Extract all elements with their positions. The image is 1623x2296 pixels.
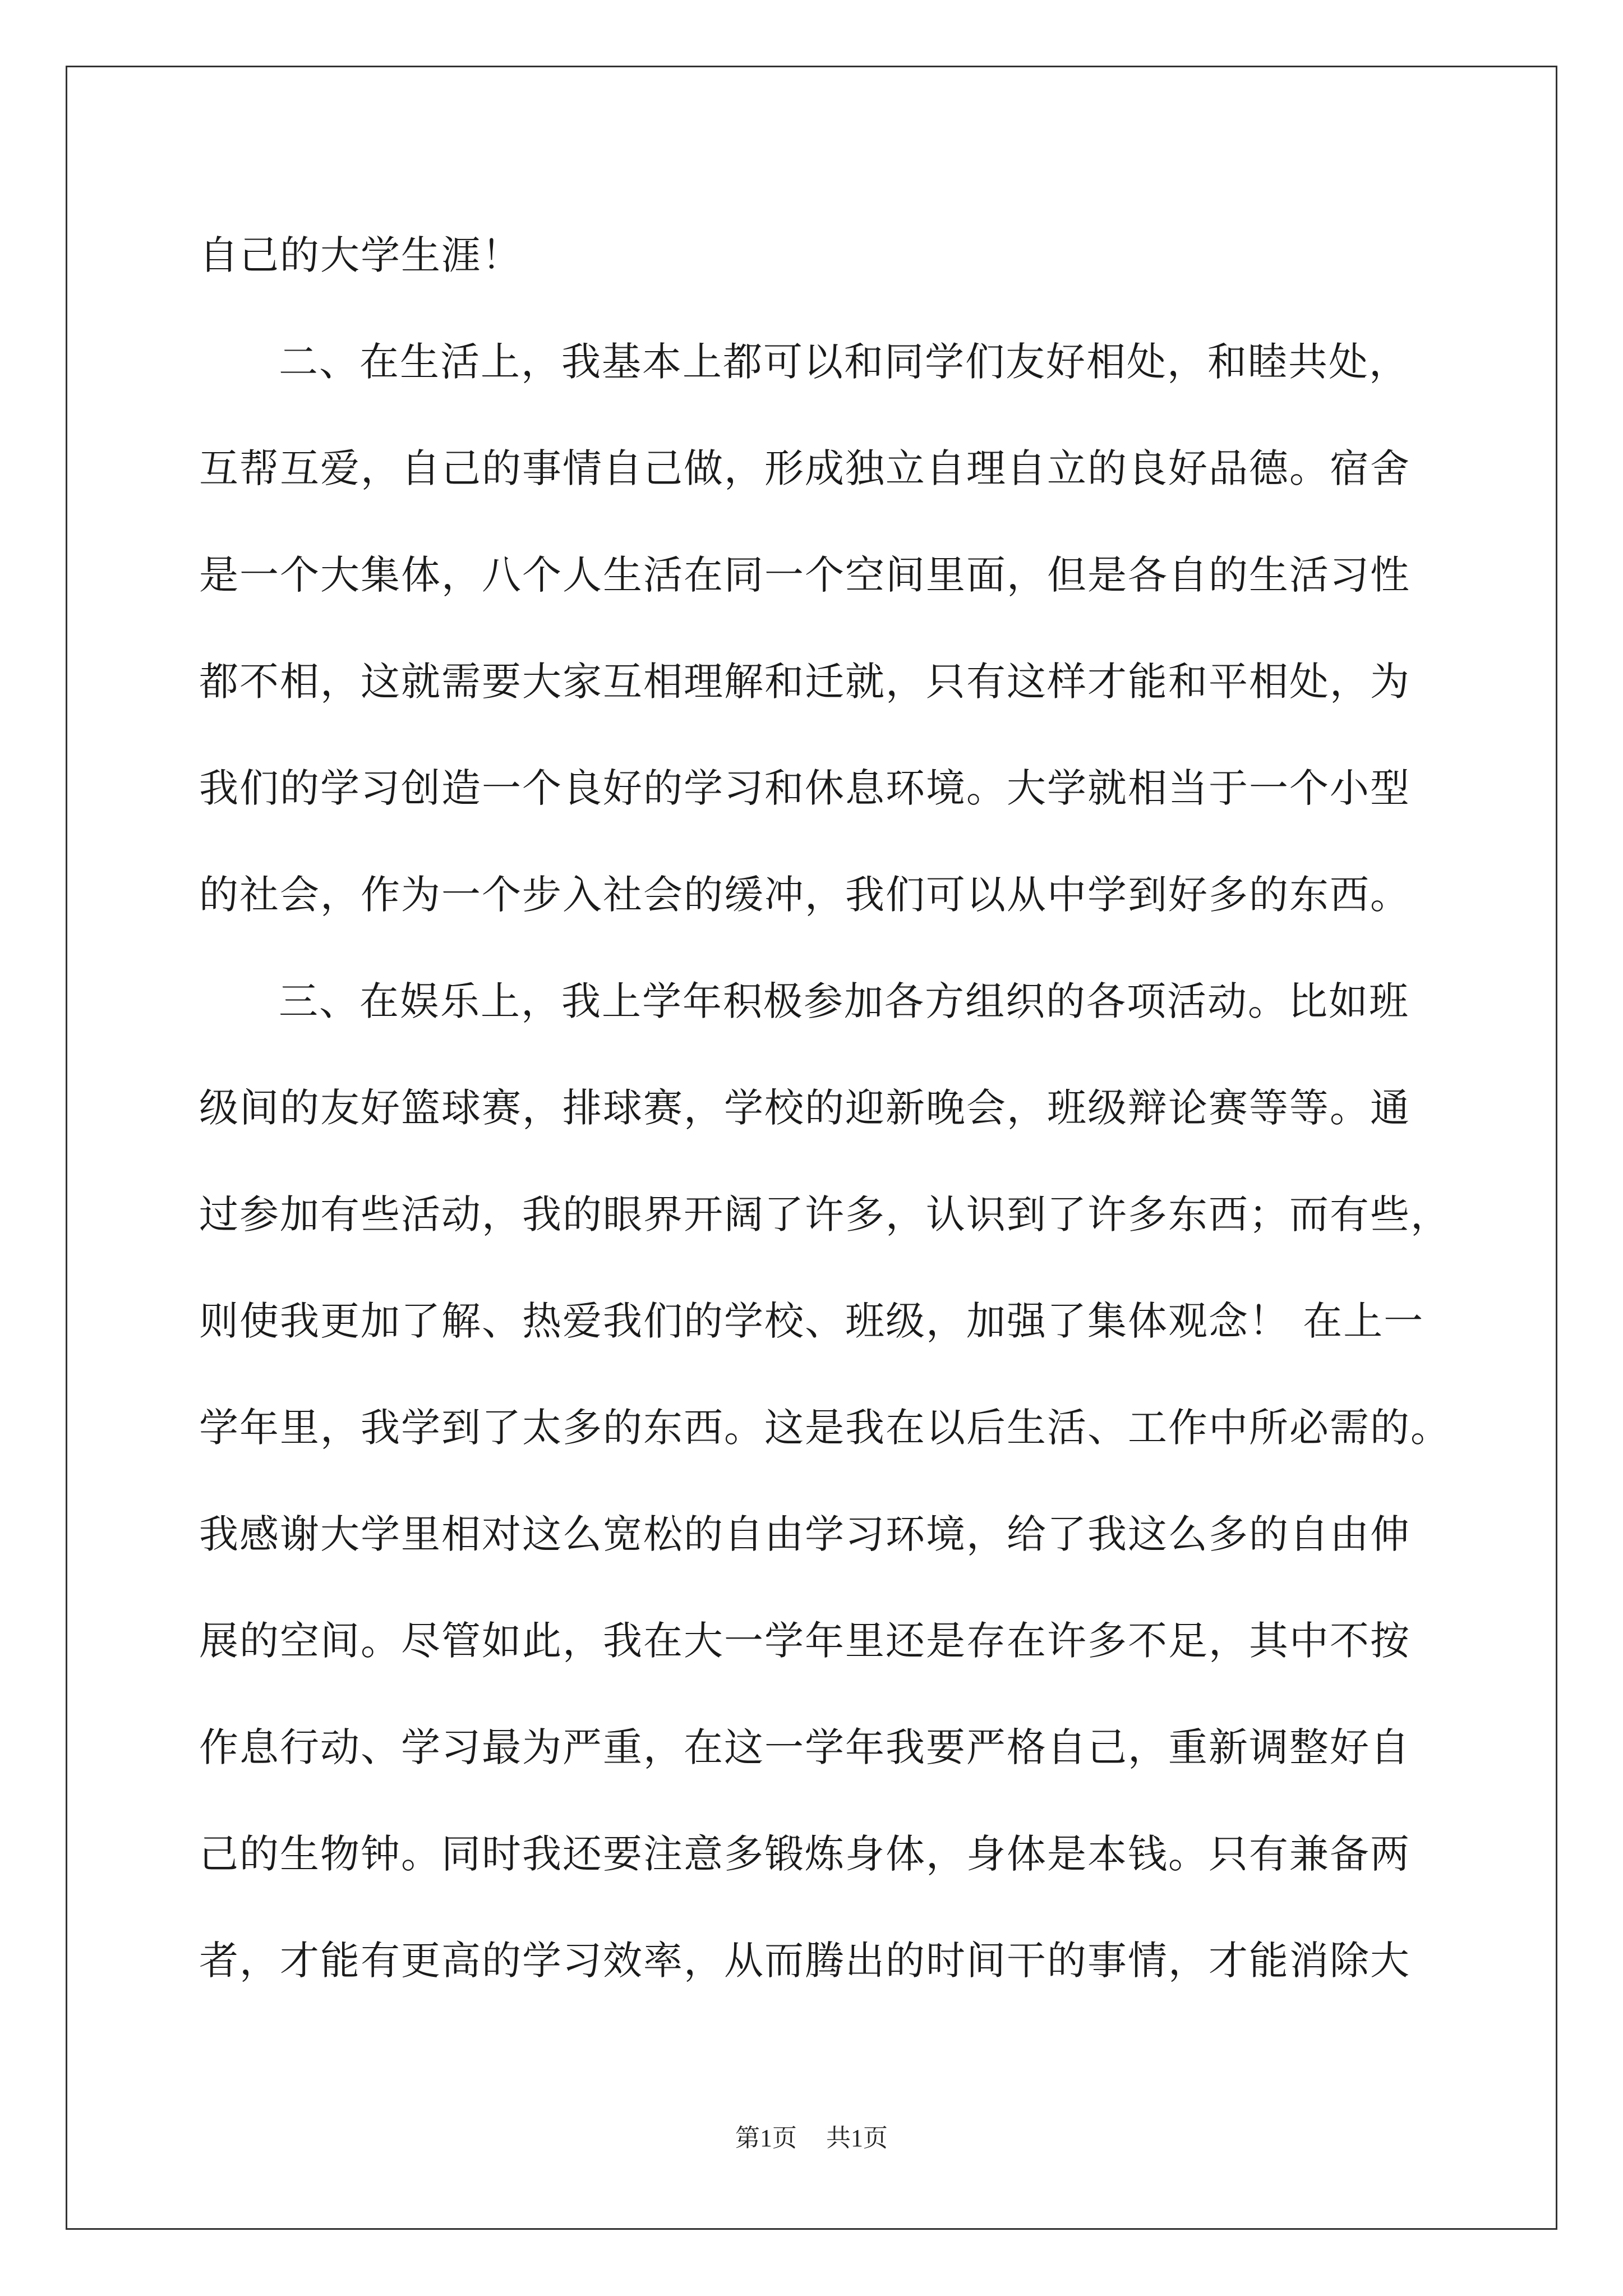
- text-line-16: 己的生物钟。同时我还要注意多锻炼身体，身体是本钱。只有兼备两: [199, 1831, 1410, 1877]
- text-line-11: 则使我更加了解、热爱我们的学校、班级，加强了集体观念！ 在上一: [199, 1298, 1424, 1344]
- page-footer: [0, 2118, 1623, 2154]
- text-line-12: 学年里，我学到了太多的东西。这是我在以后生活、工作中所必需的。: [199, 1405, 1451, 1451]
- text-line-1: 自己的大学生涯！: [199, 232, 522, 278]
- text-line-7: 的社会，作为一个步入社会的缓冲，我们可以从中学到好多的东西。: [199, 872, 1410, 918]
- text-line-9: 级间的友好篮球赛，排球赛，学校的迎新晚会，班级辩论赛等等。通: [199, 1085, 1410, 1131]
- text-line-15: 作息行动、学习最为严重，在这一学年我要严格自己，重新调整好自: [199, 1724, 1410, 1770]
- document-body: [199, 224, 1451, 2036]
- total-pages: 共1页: [826, 2124, 888, 2152]
- text-line-6: 我们的学习创造一个良好的学习和休息环境。大学就相当于一个小型: [199, 765, 1410, 811]
- text-line-3: 互帮互爱，自己的事情自己做，形成独立自理自立的良好品德。宿舍: [199, 445, 1410, 491]
- text-line-5: 都不相，这就需要大家互相理解和迁就，只有这样才能和平相处，为: [199, 659, 1410, 705]
- text-line-14: 展的空间。尽管如此，我在大一学年里还是存在许多不足，其中不按: [199, 1618, 1410, 1664]
- page-number: 第1页: [735, 2124, 797, 2152]
- text-line-8: 三、在娱乐上，我上学年积极参加各方组织的各项活动。比如班: [279, 978, 1409, 1024]
- text-line-4: 是一个大集体，八个人生活在同一个空间里面，但是各自的生活习性: [199, 552, 1410, 598]
- text-line-17: 者，才能有更高的学习效率，从而腾出的时间干的事情，才能消除大: [199, 1938, 1410, 1984]
- text-line-10: 过参加有些活动，我的眼界开阔了许多，认识到了许多东西；而有些，: [199, 1191, 1451, 1237]
- text-line-13: 我感谢大学里相对这么宽松的自由学习环境，给了我这么多的自由伸: [199, 1511, 1410, 1557]
- text-line-2: 二、在生活上，我基本上都可以和同学们友好相处，和睦共处，: [279, 339, 1409, 385]
